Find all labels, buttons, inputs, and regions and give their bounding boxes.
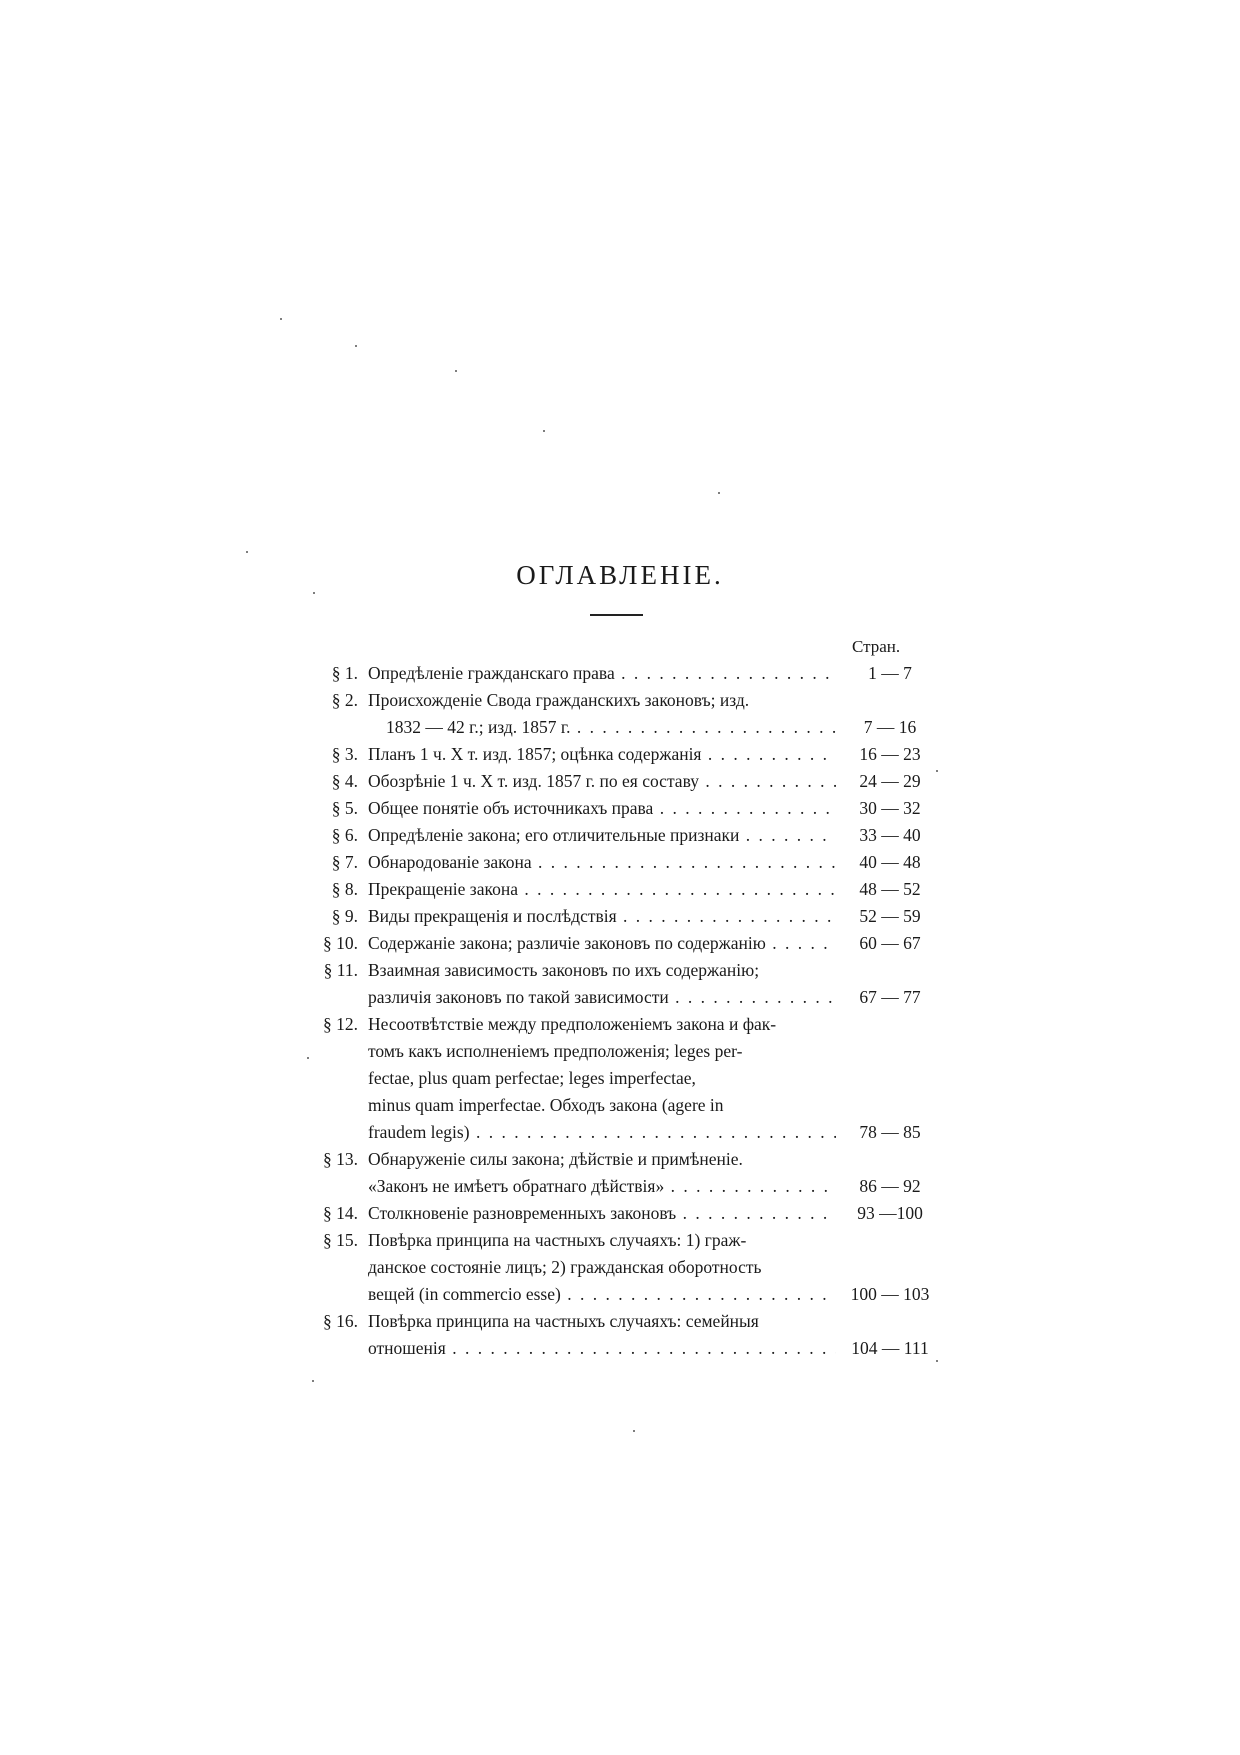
section-title	[368, 957, 836, 1011]
title-divider	[590, 614, 643, 616]
print-speck	[355, 345, 357, 347]
section-number: § 12.	[323, 1014, 358, 1034]
section-title	[368, 876, 836, 903]
toc-entry	[300, 1146, 940, 1200]
section-title-line: Столкновеніе разновременныхъ законовъ . . .	[368, 1200, 836, 1227]
section-title-line: Содержаніе закона; различіе законовъ по содержанію . . .	[368, 930, 836, 957]
table-of-contents	[300, 660, 940, 1362]
page-range: 16 — 23	[859, 744, 921, 764]
section-title-line: Обнаруженіе силы закона; дѣйствіе и примѣненіе.	[368, 1149, 743, 1169]
toc-entry	[300, 1011, 940, 1146]
section-number: § 5.	[331, 798, 358, 818]
section-number: § 3.	[331, 744, 358, 764]
section-title-line: вещей (in commercio esse) . . .	[368, 1281, 836, 1308]
toc-entry	[300, 795, 940, 822]
toc-entry	[300, 687, 940, 741]
section-title	[368, 768, 836, 795]
toc-entry	[300, 822, 940, 849]
section-title-line: Общее понятіе объ источникахъ права . . .	[368, 795, 836, 822]
print-speck	[455, 370, 457, 372]
section-title-line: томъ какъ исполненіемъ предположенія; leges per-	[368, 1041, 743, 1061]
page-range: 104 — 111	[851, 1338, 929, 1358]
toc-entry	[300, 903, 940, 930]
section-number: § 2.	[331, 690, 358, 710]
page-range: 1 — 7	[868, 663, 912, 683]
page-range: 33 — 40	[859, 825, 921, 845]
print-speck	[280, 318, 282, 320]
page-range: 78 — 85	[859, 1122, 921, 1142]
section-title-line: fraudem legis) . . .	[368, 1119, 836, 1146]
section-title-line: различія законовъ по такой зависимости . . .	[368, 984, 836, 1011]
section-number: § 8.	[331, 879, 358, 899]
print-speck	[307, 1057, 309, 1059]
section-title	[368, 1146, 836, 1200]
print-speck	[936, 1360, 938, 1362]
print-speck	[543, 430, 545, 432]
page-range: 40 — 48	[859, 852, 921, 872]
section-number: § 14.	[323, 1203, 358, 1223]
section-title-line: отношенія . . .	[368, 1335, 836, 1362]
page-range: 52 — 59	[859, 906, 921, 926]
toc-entry	[300, 660, 940, 687]
section-title-line: Обнародованіе закона . . .	[368, 849, 836, 876]
section-title	[368, 687, 836, 741]
print-speck	[246, 551, 248, 553]
section-title-line: 1832 — 42 г.; изд. 1857 г. . . .	[368, 714, 836, 741]
section-title	[368, 1308, 836, 1362]
section-number: § 6.	[331, 825, 358, 845]
section-title-line: данское состояніе лицъ; 2) гражданская оборотность	[368, 1257, 762, 1277]
section-title	[368, 903, 836, 930]
section-title-line: Опредѣленіе закона; его отличительные признаки . . .	[368, 822, 836, 849]
section-title-line: Происхожденіе Свода гражданскихъ законовъ; изд.	[368, 690, 750, 710]
toc-entry	[300, 1308, 940, 1362]
print-speck	[936, 770, 938, 772]
section-title-line: minus quam imperfectae. Обходъ закона (agere in	[368, 1095, 724, 1115]
section-title	[368, 1011, 836, 1146]
section-title-line: Взаимная зависимость законовъ по ихъ содержанію;	[368, 960, 760, 980]
section-number: § 7.	[331, 852, 358, 872]
page-range: 86 — 92	[859, 1176, 921, 1196]
page-range: 48 — 52	[859, 879, 921, 899]
section-number: § 11.	[323, 960, 358, 980]
section-title-line: Повѣрка принципа на частныхъ случаяхъ: 1) граж-	[368, 1230, 747, 1250]
toc-entry	[300, 849, 940, 876]
section-title	[368, 849, 836, 876]
section-title	[368, 1200, 836, 1227]
section-number: § 9.	[331, 906, 358, 926]
section-title	[368, 660, 836, 687]
section-number: § 15.	[323, 1230, 358, 1250]
page-range: 60 — 67	[859, 933, 921, 953]
page-title: ОГЛАВЛЕНІЕ.	[516, 560, 724, 590]
page-range: 7 — 16	[863, 717, 917, 737]
section-number: § 4.	[331, 771, 358, 791]
print-speck	[633, 1430, 635, 1432]
page-range: 100 — 103	[850, 1284, 930, 1304]
print-speck	[718, 492, 720, 494]
page-range: 30 — 32	[859, 798, 921, 818]
section-number: § 16.	[323, 1311, 358, 1331]
section-title	[368, 1227, 836, 1308]
toc-entry	[300, 957, 940, 1011]
section-number: § 13.	[323, 1149, 358, 1169]
section-number: § 1.	[331, 663, 358, 683]
section-title-line: Несоотвѣтствіе между предположеніемъ закона и фак-	[368, 1014, 777, 1034]
print-speck	[313, 592, 315, 594]
toc-entry	[300, 1200, 940, 1227]
section-title-line: Повѣрка принципа на частныхъ случаяхъ: семейныя	[368, 1311, 759, 1331]
toc-entry	[300, 768, 940, 795]
toc-entry	[300, 1227, 940, 1308]
pages-column-header: Стран.	[852, 637, 901, 656]
section-title-line: Обозрѣніе 1 ч. X т. изд. 1857 г. по ея составу . . .	[368, 768, 836, 795]
toc-entry	[300, 930, 940, 957]
section-title-line: «Законъ не имѣетъ обратнаго дѣйствія» . . .	[368, 1173, 836, 1200]
section-title	[368, 930, 836, 957]
section-title-line: Прекращеніе закона . . .	[368, 876, 836, 903]
page-range: 24 — 29	[859, 771, 921, 791]
toc-entry	[300, 741, 940, 768]
page-range: 67 — 77	[859, 987, 921, 1007]
section-title-line: Опредѣленіе гражданскаго права . . .	[368, 660, 836, 687]
page-range: 93 —100	[857, 1203, 923, 1223]
toc-entry	[300, 876, 940, 903]
section-title-line: Планъ 1 ч. X т. изд. 1857; оцѣнка содержанія . . .	[368, 741, 836, 768]
section-number: § 10.	[323, 933, 358, 953]
section-title	[368, 795, 836, 822]
section-title-line: Виды прекращенія и послѣдствія . . .	[368, 903, 836, 930]
print-speck	[312, 1380, 314, 1382]
section-title	[368, 822, 836, 849]
section-title	[368, 741, 836, 768]
section-title-line: fectae, plus quam perfectae; leges imperfectae,	[368, 1068, 696, 1088]
